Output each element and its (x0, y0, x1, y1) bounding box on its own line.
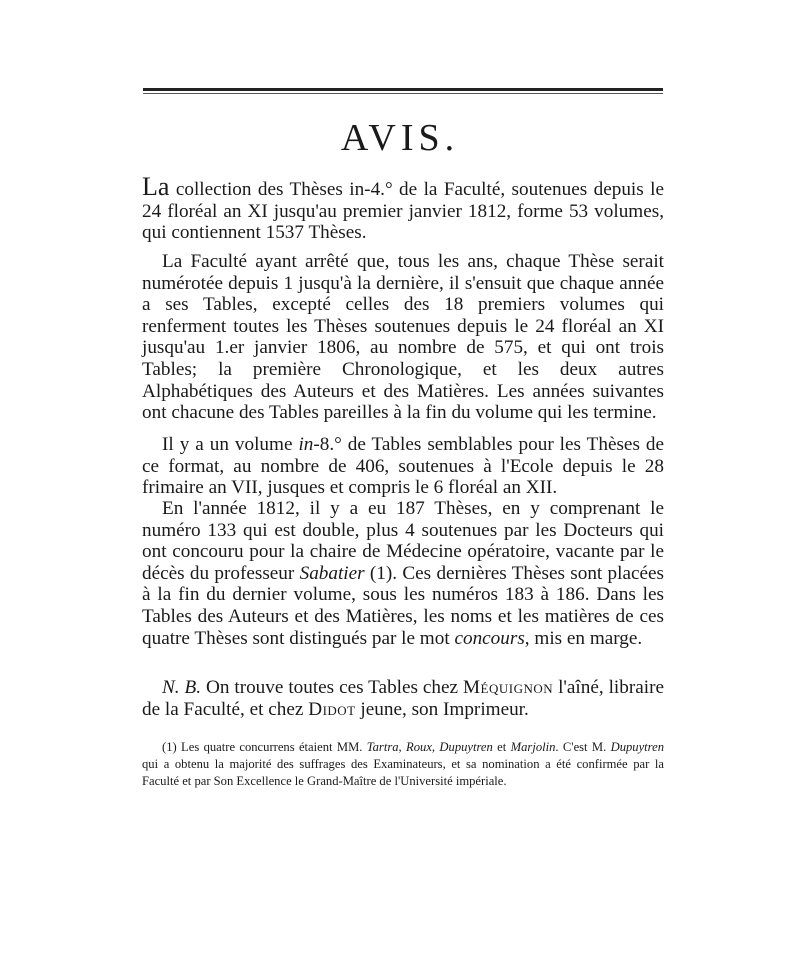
italic-term: in (298, 434, 314, 455)
paragraph-octavo-volume (142, 434, 664, 499)
footnote (142, 739, 664, 790)
paragraph-1812 (142, 498, 664, 649)
text-span: Il y a un volume (162, 434, 299, 455)
paragraph-collection (142, 172, 664, 244)
text-span: (1). Ces dernières Thèses sont placées à la fin du dernier volume, sous les numéros 183 à 186. Dans les Tables des Auteurs et des Matières, les noms et les matières de ces quatre Thèses sont distingués par le mot (142, 562, 664, 649)
top-rule-thin (143, 93, 663, 94)
italic-name: Dupuytren (610, 740, 665, 754)
italic-name: Dupuytren (439, 740, 493, 754)
footnote-text: qui a obtenu la majorité des suffrages des Examinateurs, et sa nomination a été confirmée par la Faculté et par Son Excellence le Grand-Maître de l'Université impériale. (142, 757, 664, 788)
text-span: jeune, son Imprimeur. (355, 698, 529, 720)
italic-name: Tartra (366, 740, 399, 754)
footnote-text: . C'est M. (555, 740, 611, 754)
text-span: l'aîné, libraire de la Faculté, et chez (142, 677, 664, 720)
top-rule (143, 88, 663, 91)
text-span: En l'année 1812, il y a eu 187 Thèses, en y comprenant le numéro 133 qui est double, plus 4 soutenues par les Docteurs qui ont concouru pour la chaire de Médecine opératoire, vacante par le décès du professeur (142, 498, 664, 584)
text-span: , mis en marge. (524, 627, 643, 649)
footnote-text: (1) Les quatre concurrens étaient MM. (162, 740, 367, 754)
italic-name: Sabatier (299, 562, 365, 584)
italic-name: Marjolin (510, 740, 556, 754)
bookseller-name: Méquignon (463, 677, 554, 698)
nota-bene-label: N. B. (162, 677, 202, 698)
drop-cap: La (142, 172, 170, 201)
paragraph-text: La Faculté ayant arrêté que, tous les ans, chaque Thèse serait numérotée depuis 1 jusqu'à la dernière, il s'ensuit que chaque année a ses Tables, excepté celles des 18 premiers volumes qui renferment toutes les Thèses soutenues depuis le 24 floréal an XI jusqu'au 1.er janvier 1806, au nombre de 575, et qui ont trois Tables; la première Chronologique, et les deux autres Alphabétiques des Auteurs et des Matières. Les années suivantes ont chacune des Tables pareilles à la fin du volume qui les termine. (142, 251, 664, 424)
italic-name: Roux (406, 740, 432, 754)
italic-term: concours (454, 627, 525, 649)
paragraph-nota-bene (142, 677, 664, 720)
text-span: -8.° de Tables semblables pour les Thèses de ce format, au nombre de 406, soutenues à l'Ecole depuis le 28 frimaire an VII, jusques et compris le 6 floréal an XII. (142, 434, 664, 499)
footnote-text: et (492, 740, 511, 754)
paragraph-numbering (142, 251, 664, 424)
printer-name: Didot (308, 698, 356, 720)
page-title: AVIS. (340, 117, 460, 159)
footnote-text: , (431, 740, 440, 754)
text-span: On trouve toutes ces Tables chez (201, 677, 463, 698)
footnote-text: , (398, 740, 407, 754)
paragraph-text: collection des Thèses in-4.° de la Faculté, soutenues depuis le 24 floréal an XI jusqu'au premier janvier 1812, forme 53 volumes, qui contiennent 1537 Thèses. (142, 179, 664, 244)
